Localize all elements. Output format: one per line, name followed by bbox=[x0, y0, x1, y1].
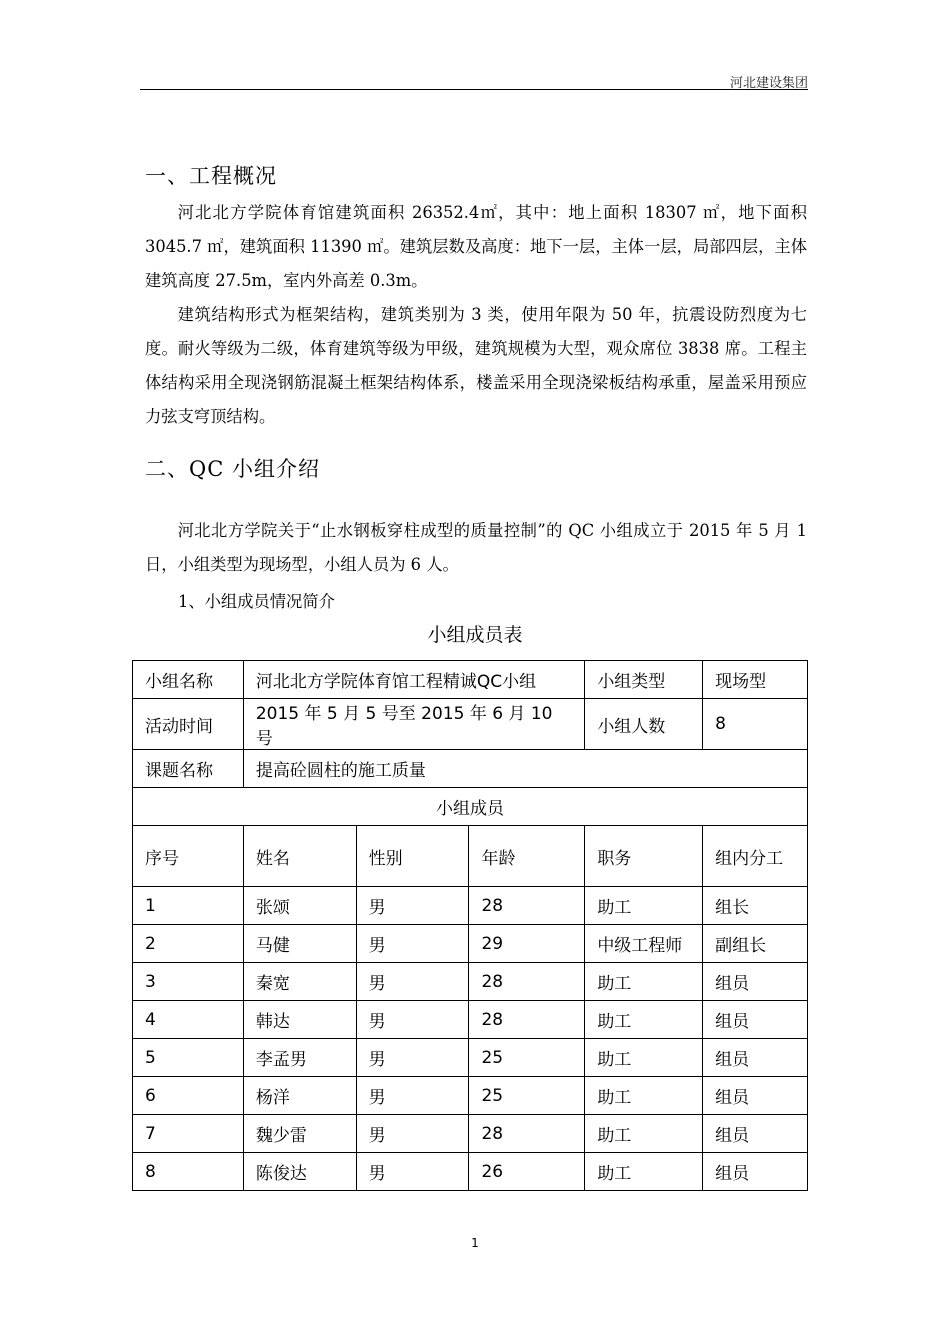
member-position: 助工 bbox=[585, 1077, 703, 1115]
member-age: 25 bbox=[469, 1077, 585, 1115]
member-gender: 男 bbox=[356, 1115, 469, 1153]
member-position: 助工 bbox=[585, 1153, 703, 1191]
member-index: 7 bbox=[133, 1115, 244, 1153]
member-role: 组员 bbox=[703, 1115, 808, 1153]
member-index: 8 bbox=[133, 1153, 244, 1191]
member-role: 组员 bbox=[703, 1153, 808, 1191]
count-label: 小组人数 bbox=[585, 699, 703, 750]
info-row-time bbox=[133, 699, 808, 750]
table-row bbox=[133, 963, 808, 1001]
table-row bbox=[133, 1115, 808, 1153]
header-divider bbox=[140, 89, 808, 90]
section2-subheading: 1、小组成员情况简介 bbox=[178, 592, 335, 611]
member-role: 组长 bbox=[703, 887, 808, 925]
header-company: 河北建设集团 bbox=[729, 76, 808, 91]
member-gender: 男 bbox=[356, 1001, 469, 1039]
member-index: 2 bbox=[133, 925, 244, 963]
member-position: 助工 bbox=[585, 1115, 703, 1153]
member-name: 陈俊达 bbox=[243, 1153, 356, 1191]
member-gender: 男 bbox=[356, 963, 469, 1001]
member-age: 28 bbox=[469, 1001, 585, 1039]
table-row bbox=[133, 1153, 808, 1191]
member-name: 马健 bbox=[243, 925, 356, 963]
member-index: 5 bbox=[133, 1039, 244, 1077]
member-name: 张颂 bbox=[243, 887, 356, 925]
member-position: 助工 bbox=[585, 1001, 703, 1039]
table-row bbox=[133, 1039, 808, 1077]
member-gender: 男 bbox=[356, 887, 469, 925]
member-index: 6 bbox=[133, 1077, 244, 1115]
member-position: 助工 bbox=[585, 887, 703, 925]
page-number: 1 bbox=[471, 1236, 479, 1250]
section2-paragraph: 河北北方学院关于“止水钢板穿柱成型的质量控制”的 QC 小组成立于 2015 年 5 月 1 日，小组类型为现场型，小组人员为 6 人。 bbox=[145, 521, 807, 574]
member-role: 副组长 bbox=[703, 925, 808, 963]
member-age: 26 bbox=[469, 1153, 585, 1191]
time-value: 2015 年 5 月 5 号至 2015 年 6 月 10 号 bbox=[243, 699, 584, 750]
member-name: 李孟男 bbox=[243, 1039, 356, 1077]
group-name-value: 河北北方学院体育馆工程精诚QC小组 bbox=[243, 661, 584, 699]
member-gender: 男 bbox=[356, 1153, 469, 1191]
member-role: 组员 bbox=[703, 963, 808, 1001]
member-role: 组员 bbox=[703, 1001, 808, 1039]
members-section-label: 小组成员 bbox=[133, 788, 808, 826]
table-header-row bbox=[133, 826, 808, 887]
table-row bbox=[133, 1001, 808, 1039]
member-position: 中级工程师 bbox=[585, 925, 703, 963]
table-row bbox=[133, 925, 808, 963]
member-position: 助工 bbox=[585, 963, 703, 1001]
section1-paragraph-2: 建筑结构形式为框架结构，建筑类别为 3 类，使用年限为 50 年，抗震设防烈度为七度。耐火等级为二级，体育建筑等级为甲级，建筑规模为大型，观众席位 3838 席。工程主体结构采用全现浇钢筋混凝土框架结构体系，楼盖采用全现浇梁板结构承重，屋盖采用预应力弦支穹顶结构。 bbox=[145, 305, 807, 426]
column-header: 组内分工 bbox=[703, 826, 808, 887]
member-age: 25 bbox=[469, 1039, 585, 1077]
group-name-label: 小组名称 bbox=[133, 661, 244, 699]
member-role: 组员 bbox=[703, 1077, 808, 1115]
member-age: 28 bbox=[469, 887, 585, 925]
member-gender: 男 bbox=[356, 925, 469, 963]
column-header: 姓名 bbox=[243, 826, 356, 887]
count-value: 8 bbox=[703, 699, 808, 750]
member-index: 1 bbox=[133, 887, 244, 925]
member-rows bbox=[133, 887, 808, 1191]
member-role: 组员 bbox=[703, 1039, 808, 1077]
column-header: 性别 bbox=[356, 826, 469, 887]
section1-heading: 一、工程概况 bbox=[145, 164, 277, 188]
section2-heading: 二、QC 小组介绍 bbox=[145, 457, 320, 481]
member-name: 魏少雷 bbox=[243, 1115, 356, 1153]
topic-value: 提高砼圆柱的施工质量 bbox=[243, 750, 807, 788]
table-row bbox=[133, 1077, 808, 1115]
member-gender: 男 bbox=[356, 1039, 469, 1077]
group-type-label: 小组类型 bbox=[585, 661, 703, 699]
member-age: 28 bbox=[469, 963, 585, 1001]
table-row bbox=[133, 887, 808, 925]
table-title: 小组成员表 bbox=[427, 624, 523, 646]
info-row-topic bbox=[133, 750, 808, 788]
section1-body bbox=[145, 196, 807, 434]
group-type-value: 现场型 bbox=[703, 661, 808, 699]
member-age: 29 bbox=[469, 925, 585, 963]
members-section-row bbox=[133, 788, 808, 826]
member-name: 韩达 bbox=[243, 1001, 356, 1039]
member-index: 4 bbox=[133, 1001, 244, 1039]
member-index: 3 bbox=[133, 963, 244, 1001]
member-name: 杨洋 bbox=[243, 1077, 356, 1115]
info-row-name bbox=[133, 661, 808, 699]
member-gender: 男 bbox=[356, 1077, 469, 1115]
topic-label: 课题名称 bbox=[133, 750, 244, 788]
section1-paragraph-1: 河北北方学院体育馆建筑面积 26352.4㎡，其中：地上面积 18307 ㎡，地下面积 3045.7 ㎡，建筑面积 11390 ㎡。建筑层数及高度：地下一层，主体一层，局部四层，主体建筑高度 27.5m，室内外高差 0.3m。 bbox=[145, 203, 807, 290]
members-table bbox=[132, 660, 808, 1191]
member-age: 28 bbox=[469, 1115, 585, 1153]
time-label: 活动时间 bbox=[133, 699, 244, 750]
column-header: 职务 bbox=[585, 826, 703, 887]
section2-body bbox=[145, 514, 807, 582]
member-position: 助工 bbox=[585, 1039, 703, 1077]
member-name: 秦宽 bbox=[243, 963, 356, 1001]
column-header: 序号 bbox=[133, 826, 244, 887]
column-header: 年龄 bbox=[469, 826, 585, 887]
